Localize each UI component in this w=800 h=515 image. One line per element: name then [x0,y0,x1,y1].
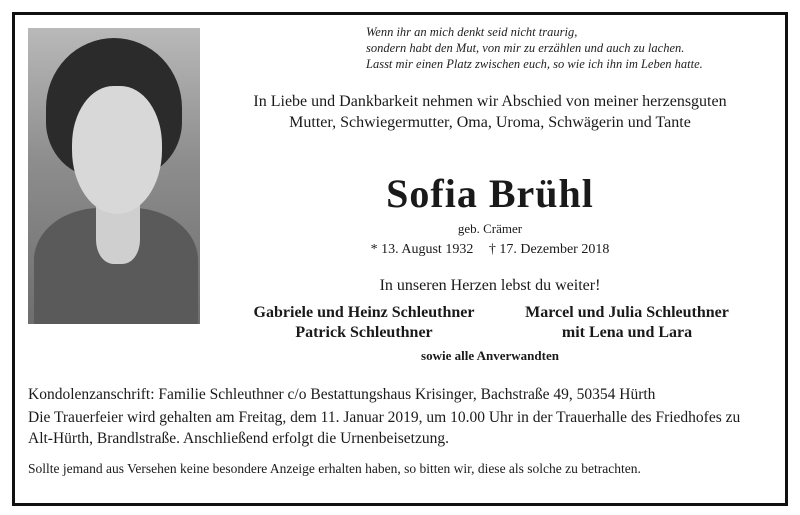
family-member: Marcel und Julia Schleuthner [525,304,729,321]
poem-line: Lasst mir einen Platz zwischen euch, so wie ich ihn im Leben hatte. [366,57,703,71]
birth-date: * 13. August 1932 [370,242,474,257]
family-left [212,303,516,343]
poem-line: Wenn ihr an mich denkt seid nicht traurig, [366,25,578,39]
death-date: † 17. Dezember 2018 [488,242,610,257]
family-member: Gabriele und Heinz Schleuthner [253,304,475,321]
poem-line: sondern habt den Mut, von mir zu erzählen und auch zu lachen. [366,41,685,55]
kondolenz-address: Kondolenzanschrift: Familie Schleuthner c/o Bestattungshaus Krisinger, Bachstraße 49, 50354 Hürth [28,386,656,403]
intro-line: Mutter, Schwiegermutter, Oma, Uroma, Schwägerin und Tante [289,114,691,131]
poem [366,24,746,72]
life-dates [212,242,768,258]
anverwandten: sowie alle Anverwandten [421,348,559,363]
birth-name: geb. Crämer [457,221,523,236]
family-member: mit Lena und Lara [561,324,693,341]
family-member: Patrick Schleuthner [295,324,433,341]
trauerfeier-info: Die Trauerfeier wird gehalten am Freitag, dem 11. Januar 2019, um 10.00 Uhr in der Trauerhalle des Friedhofes zu Alt-Hürth, Brandlstraße. Anschließend erfolgt die Urnenbeisetzung. [28,409,741,447]
family-right [500,303,754,343]
intro-line: In Liebe und Dankbarkeit nehmen wir Abschied von meiner herzensguten [253,93,727,110]
notice-note: Sollte jemand aus Versehen keine besondere Anzeige erhalten haben, so bitten wir, diese als solche zu betrachten. [28,461,641,476]
intro-text [212,91,768,133]
deceased-name: Sofia Brühl [386,171,594,216]
herzen-line: In unseren Herzen lebst du weiter! [379,277,601,294]
portrait-photo [28,28,200,324]
photo-face-shape [72,86,162,214]
